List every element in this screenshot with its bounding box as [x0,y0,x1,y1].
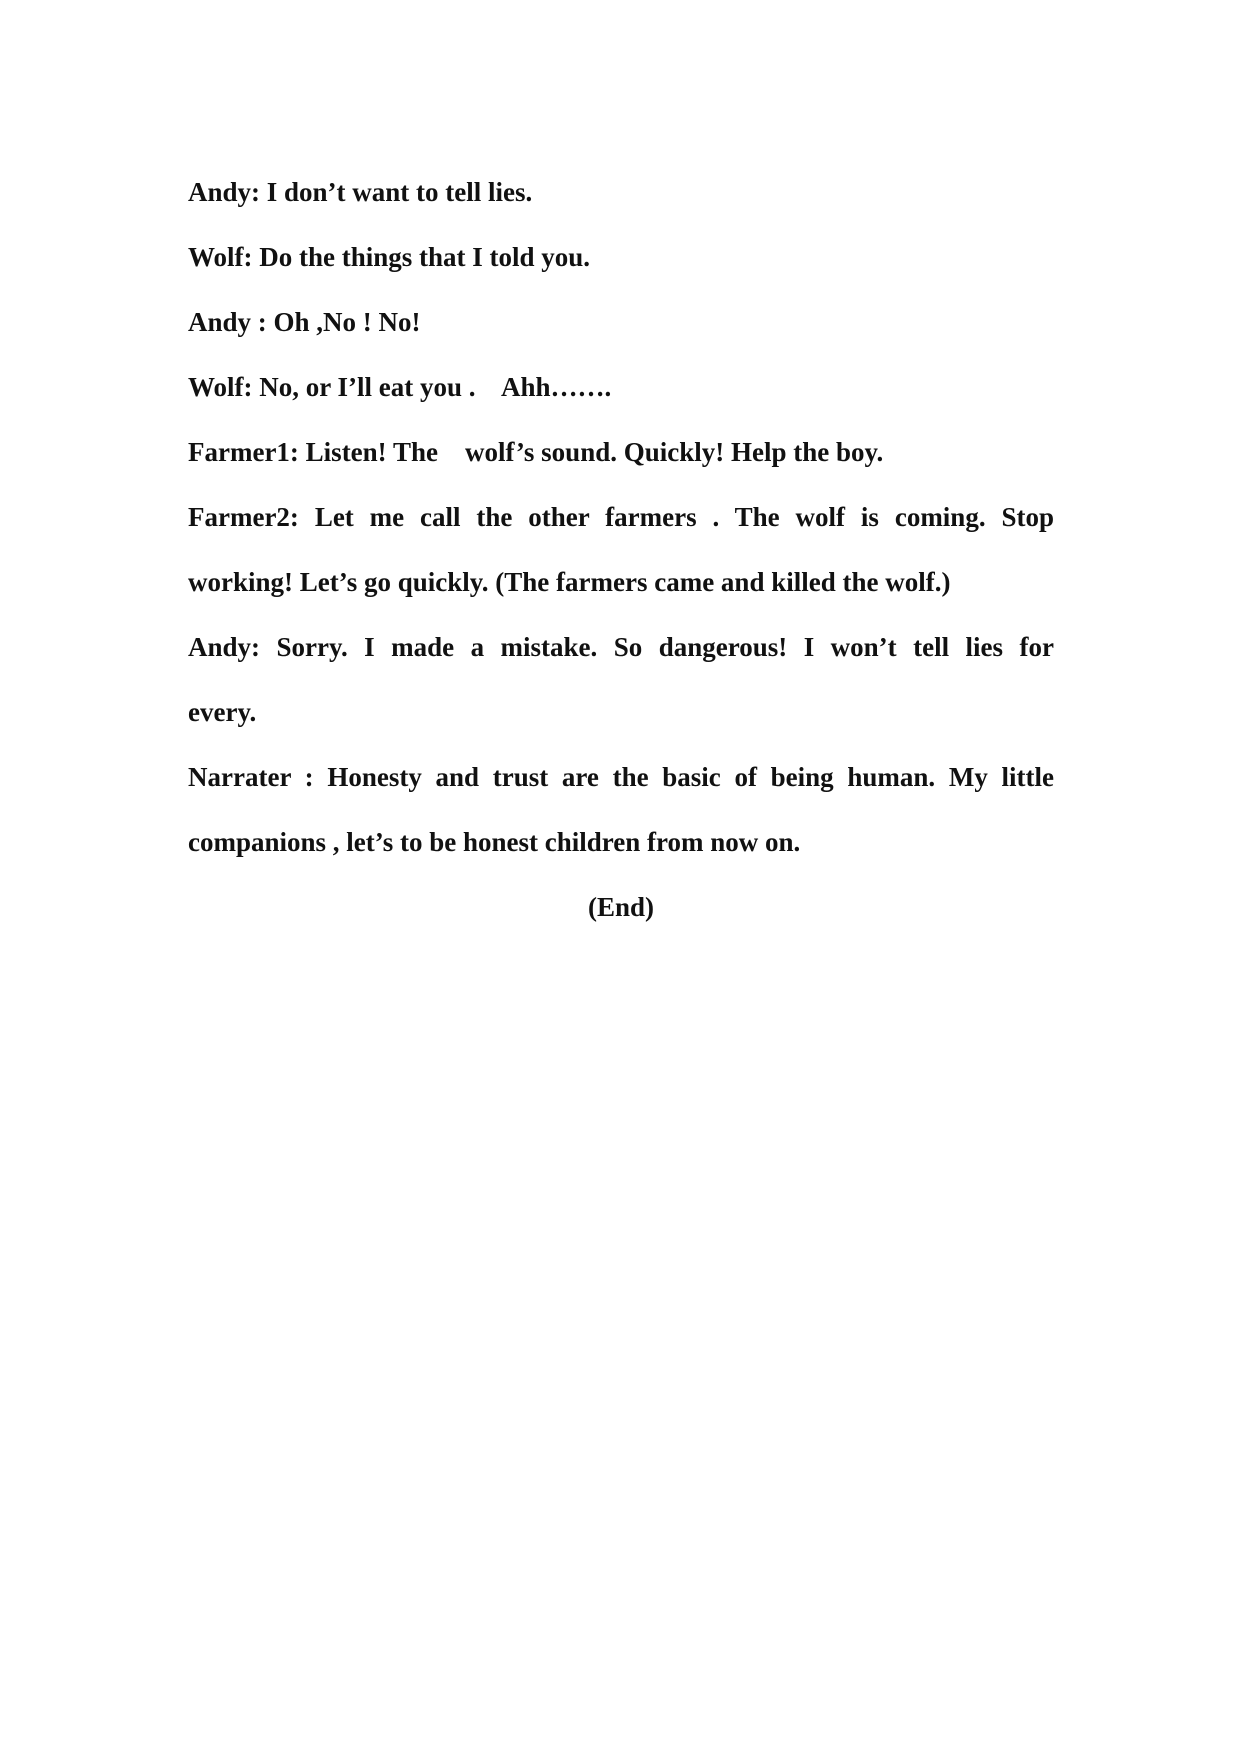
script-line: Andy: Sorry. I made a mistake. So dangerous! I won’t tell lies for [188,632,1054,662]
script-line: Wolf: Do the things that I told you. [188,242,591,272]
script-line: Farmer2: Let me call the other farmers . The wolf is coming. Stop [188,502,1054,532]
script-line: Andy: I don’t want to tell lies. [188,177,533,207]
script-line: Andy : Oh ,No ! No! [188,307,421,337]
script-text [188,160,1054,940]
end-marker: (End) [587,892,655,922]
script-line: companions , let’s to be honest children from now on. [188,827,801,857]
script-line: working! Let’s go quickly. (The farmers came and killed the wolf.) [188,567,951,597]
script-line: Wolf: No, or I’ll eat you . Ahh……. [188,372,612,402]
script-line: Narrater : Honesty and trust are the basic of being human. My little [188,762,1054,792]
script-line: every. [188,697,257,727]
script-line: Farmer1: Listen! The wolf’s sound. Quickly! Help the boy. [188,437,884,467]
